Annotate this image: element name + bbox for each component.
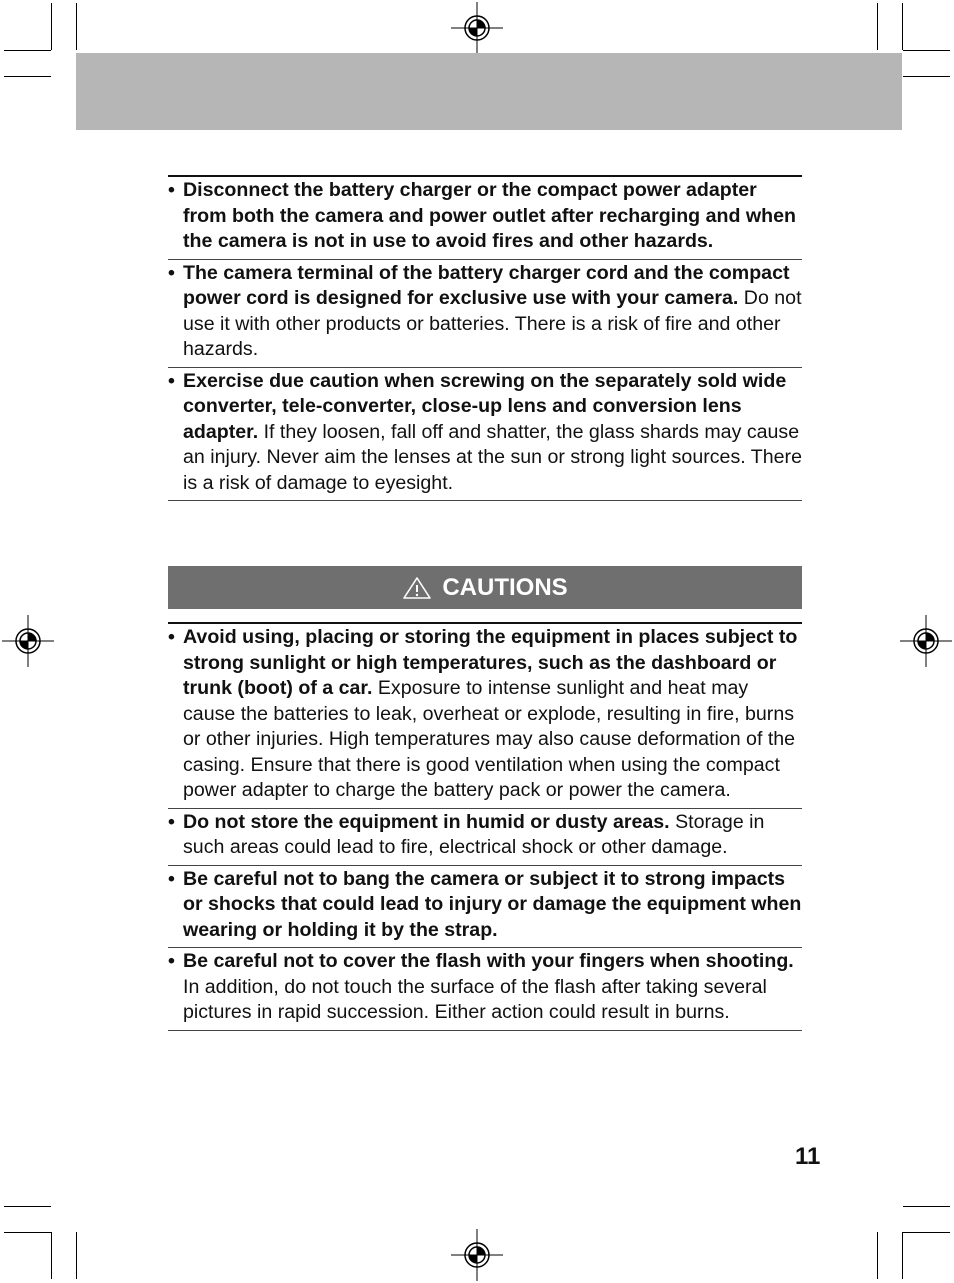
crop-mark bbox=[51, 3, 52, 50]
item-bold-text: Do not store the equipment in humid or dusty areas. bbox=[183, 810, 670, 833]
item-bold-text: Avoid using, placing or storing the equipment in places subject to strong sunlight or high temperatures, such as the dashboard or trunk (boot) of a car. bbox=[183, 626, 798, 699]
list-item bbox=[168, 947, 802, 1031]
item-text: Storage in such areas could lead to fire, electrical shock or other damage. bbox=[183, 810, 765, 858]
crop-mark bbox=[877, 1232, 878, 1279]
bullet: • bbox=[168, 369, 175, 392]
cautions-title: CAUTIONS bbox=[442, 573, 568, 601]
registration-mark-icon bbox=[451, 2, 503, 54]
crop-mark bbox=[902, 3, 903, 50]
crop-mark bbox=[76, 3, 77, 50]
list-item bbox=[168, 367, 802, 502]
warnings-list bbox=[168, 175, 802, 501]
crop-mark bbox=[903, 1232, 950, 1233]
item-text: If they loosen, fall off and shatter, the glass shards may cause an injury. Never aim the lenses at the sun or strong light sources. There is a risk of damage to eyesight. bbox=[183, 420, 802, 494]
item-bold-text: Exercise due caution when screwing on the separately sold wide converter, tele-converter, close-up lens and conversion lens adapter. bbox=[183, 369, 787, 443]
bullet: • bbox=[168, 626, 175, 648]
list-item bbox=[168, 808, 802, 865]
list-item bbox=[168, 259, 802, 367]
crop-mark bbox=[4, 50, 51, 51]
crop-mark bbox=[877, 3, 878, 50]
item-bold-text: Disconnect the battery charger or the compact power adapter from both the camera and power outlet after recharging and when the camera is not in use to avoid fires and other hazards. bbox=[183, 179, 796, 252]
crop-mark bbox=[903, 50, 950, 51]
crop-mark bbox=[4, 1232, 51, 1233]
list-item bbox=[168, 175, 802, 259]
list-item bbox=[168, 865, 802, 948]
header-band bbox=[76, 53, 902, 130]
item-text: Exposure to intense sunlight and heat may cause the batteries to leak, overheat or explode, resulting in fire, burns or other injuries. High temperatures may also cause deformation of the casing. Ensure that there is good ventilation when using the compact power adapter to charge the battery pack or power the camera. bbox=[183, 677, 796, 801]
item-bold-text: The camera terminal of the battery charger cord and the compact power cord is designed for exclusive use with your camera. bbox=[183, 261, 790, 309]
crop-mark bbox=[4, 76, 51, 77]
cautions-list bbox=[168, 622, 802, 1031]
crop-mark bbox=[4, 1206, 51, 1207]
registration-mark-icon bbox=[2, 615, 54, 667]
bullet: • bbox=[168, 261, 175, 284]
crop-mark bbox=[903, 1206, 950, 1207]
list-item bbox=[168, 622, 802, 808]
crop-mark bbox=[76, 1232, 77, 1279]
bullet: • bbox=[168, 179, 175, 201]
bullet: • bbox=[168, 867, 175, 890]
crop-mark bbox=[903, 76, 950, 77]
item-bold-text: Be careful not to bang the camera or subject it to strong impacts or shocks that could lead to injury or damage the equipment when wearing or holding it by the strap. bbox=[183, 867, 802, 941]
item-bold-text: Be careful not to cover the flash with your fingers when shooting. bbox=[183, 950, 794, 972]
warning-triangle-icon bbox=[402, 576, 432, 600]
bullet: • bbox=[168, 810, 175, 833]
page-number: 11 bbox=[795, 1143, 821, 1170]
item-text: In addition, do not touch the surface of the flash after taking several pictures in rapid succession. Either action could result in burns. bbox=[183, 975, 767, 1023]
item-text: Do not use it with other products or batteries. There is a risk of fire and other hazards. bbox=[183, 287, 802, 360]
registration-mark-icon bbox=[451, 1229, 503, 1281]
cautions-heading bbox=[168, 566, 802, 609]
crop-mark bbox=[51, 1232, 52, 1279]
registration-mark-icon bbox=[900, 615, 952, 667]
bullet: • bbox=[168, 950, 175, 972]
crop-mark bbox=[902, 1232, 903, 1279]
